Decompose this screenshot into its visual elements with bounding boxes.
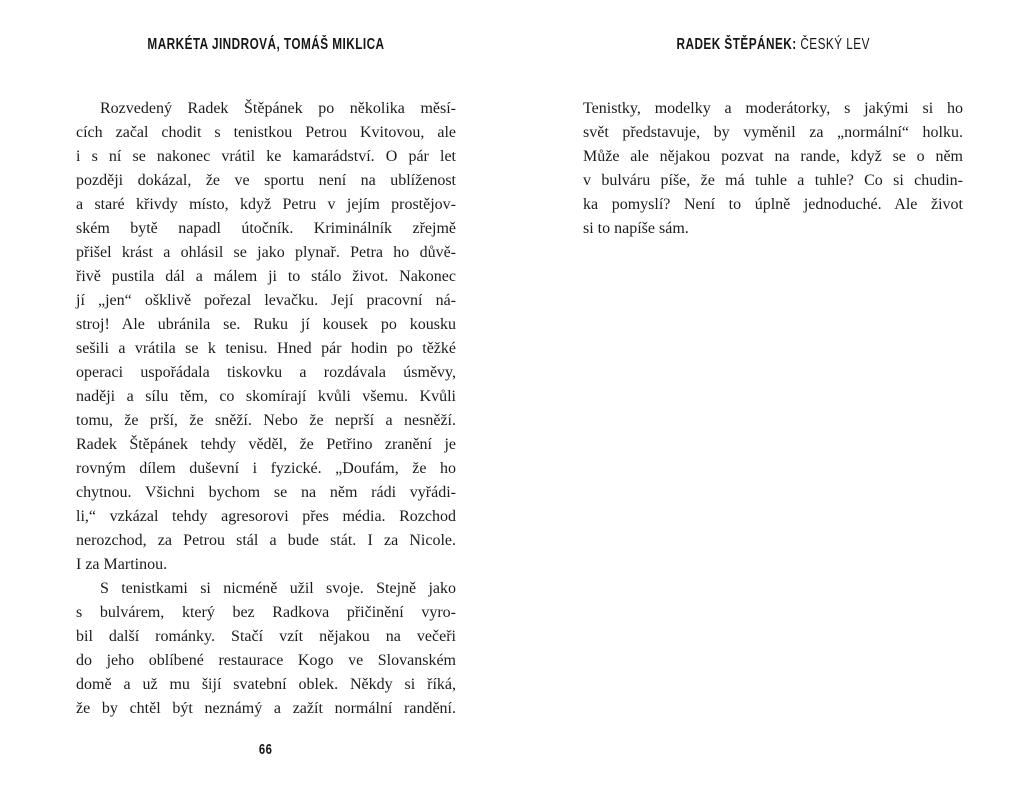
text-line: cích začal chodit s tenistkou Petrou Kvitovou, ale: [76, 124, 456, 141]
text-line: operaci uspořádala tiskovku a rozdávala úsměvy,: [76, 364, 456, 381]
running-header-title-regular: ČESKÝ LEV: [800, 36, 870, 53]
text-line: jí „jen“ ošklivě pořezal levačku. Její pracovní ná-: [76, 292, 456, 309]
text-line: Může ale nějakou pozvat na rande, když se o něm: [583, 148, 963, 165]
text-line: li,“ vzkázal tehdy agresorovi přes média. Rozchod: [76, 508, 456, 525]
text-line: Tenistky, modelky a moderátorky, s jakými si ho: [583, 100, 963, 117]
text-line: bil další románky. Stačí vzít nějakou na večeři: [76, 628, 456, 645]
left-page-text-column: [76, 97, 456, 721]
running-header-authors: MARKÉTA JINDROVÁ, TOMÁŠ MIKLICA: [147, 36, 385, 53]
text-line: si to napíše sám.: [583, 220, 689, 237]
text-line: rovným dílem duševní i fyzické. „Doufám, že ho: [76, 460, 456, 477]
text-line: a staré křivdy místo, když Petru v jejím prostějov-: [76, 196, 456, 213]
text-line: Radek Štěpánek tehdy věděl, že Petřino zranění je: [76, 436, 456, 453]
page-number-value: 66: [259, 742, 273, 758]
text-line: do jeho oblíbené restaurace Kogo ve Slovanském: [76, 652, 456, 669]
text-line: nerozchod, za Petrou stál a bude stát. I za Nicole.: [76, 532, 456, 549]
right-page-text-column: [583, 97, 963, 241]
text-line: ském bytě napadl útočník. Kriminálník zřejmě: [76, 220, 456, 237]
text-line: později dokázal, že ve sportu není na ublíženost: [76, 172, 456, 189]
text-line: i s ní se nakonec vrátil ke kamarádství. O pár let: [76, 148, 456, 165]
text-line: s bulvárem, který bez Radkova přičinění vyro-: [76, 604, 456, 621]
text-line: tomu, že prší, že sněží. Nebo že neprší a nesněží.: [76, 412, 456, 429]
running-header-left: [76, 36, 456, 54]
text-line: I za Martinou.: [76, 556, 168, 573]
running-header-right: [583, 36, 963, 54]
text-line: Rozvedený Radek Štěpánek po několika měsí-: [100, 100, 456, 117]
paragraph: [76, 577, 456, 721]
text-line: svět představuje, by vyměnil za „normální“ holku.: [583, 124, 963, 141]
paragraph: [76, 97, 456, 577]
text-line: řivě pustila dál a málem ji to stálo život. Nakonec: [76, 268, 456, 285]
text-line: že by chtěl být neznámý a zažít normální randění.: [76, 700, 456, 717]
text-line: sešili a vrátila se k tenisu. Hned pár hodin po těžké: [76, 340, 456, 357]
text-line: v bulváru píše, že má tuhle a tuhle? Co si chudin-: [583, 172, 963, 189]
text-line: stroj! Ale ubránila se. Ruku jí kousek po kousku: [76, 316, 456, 333]
running-header-title-bold: RADEK ŠTĚPÁNEK:: [676, 36, 797, 53]
page-number: [76, 742, 456, 758]
text-line: ka pomyslí? Není to úplně jednoduché. Ale život: [583, 196, 963, 213]
paragraph: [583, 97, 963, 241]
running-header-book-title: [676, 36, 869, 54]
text-line: domě a už mu šijí svatební oblek. Někdy si říká,: [76, 676, 456, 693]
text-line: chytnou. Všichni bychom se na něm rádi vyřádi-: [76, 484, 456, 501]
text-line: naději a sílu těm, co skomírají kvůli všemu. Kvůli: [76, 388, 456, 405]
text-line: přišel krást a ohlásil se jako plynař. Petra ho důvě-: [76, 244, 456, 261]
text-line: S tenistkami si nicméně užil svoje. Stejně jako: [100, 580, 456, 597]
